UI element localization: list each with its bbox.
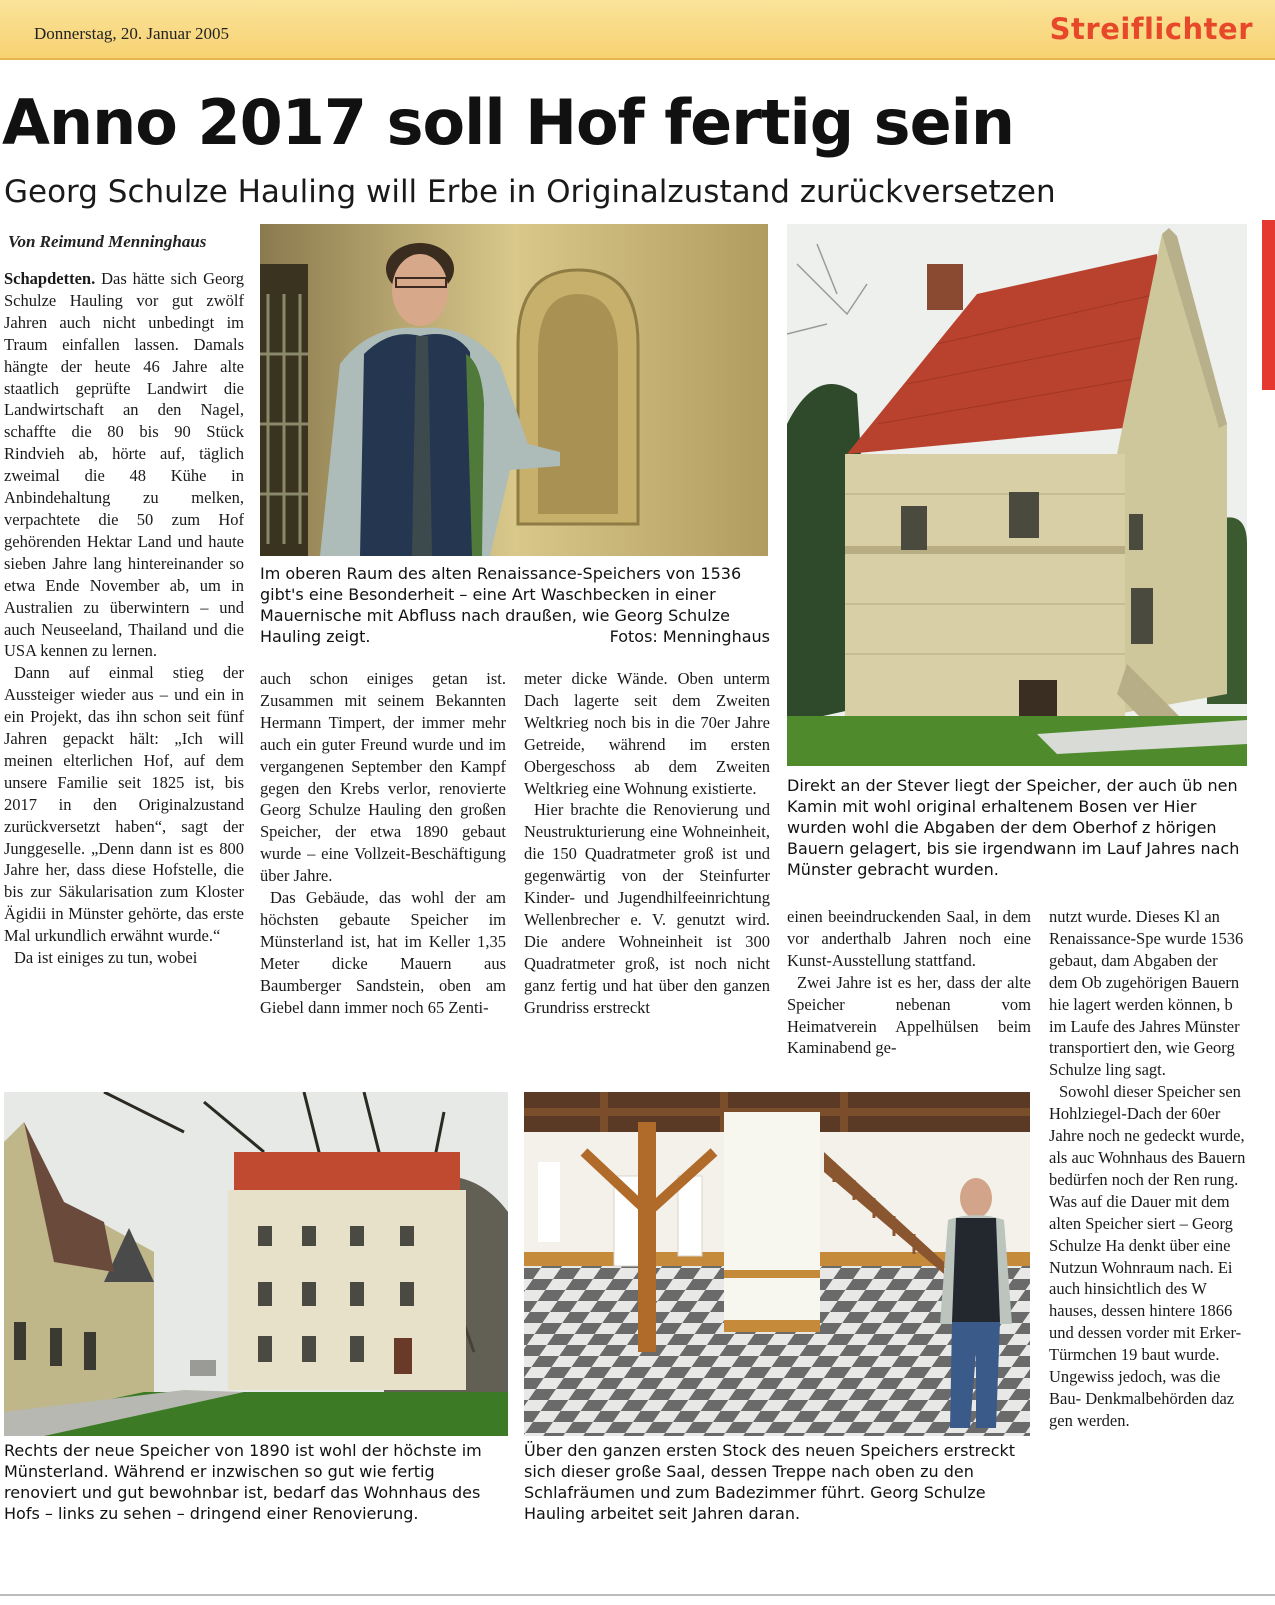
section-title: Streiflichter [1049,12,1253,46]
column-3-paragraph-2: Hier brachte die Renovierung und Neustrukturierung eine Wohneinheit, die 150 Quadratmeter groß ist und gegenwärtig von der Steinfurter Kinder- und Jugendhilfeeinrichtung Wellenbrecher e. V. genutzt wird. Die andere Wohneinheit ist 300 Quadratmeter groß, ist noch nicht ganz fertig und hat über den ganzen Grundriss erstreckt [524,800,770,1017]
article-column-5 [1049,906,1247,1536]
column-1-paragraph-3: Da ist einiges zu tun, wobei [14,948,198,968]
caption-photo-3: Rechts der neue Speicher von 1890 ist wohl der höchste im Münsterland. Während er inzwischen so gut wie fertig renoviert und gut bewohnbar ist, bedarf das Wohnhaus des Hofs – links zu sehen – dringend einer Renovierung. [4,1441,482,1523]
photo-man-niche-image [260,224,768,556]
column-5-paragraph-2: Sowohl dieser Speicher sen Hohlziegel-Dach der 60er Jahre noch ne gedeckt wurde, als auc Wohnhaus des Bauern bedürfen noch der Ren rung. Was auf die Dauer mit dem alten Speicher siert – Georg Schulze Ha denkt über eine Nutzun Wohnraum nach. Ei auch hinsichtlich des W hauses, dessen hintere 1866 und dessen vorder mit Erker-Türmchen 19 baut wurde. Ungewiss jedoch, was die Bau- Denkmalbehörden daz gen werden. [1049,1082,1246,1430]
bottom-rule [0,1594,1275,1596]
column-5-paragraph-1: nutzt wurde. Dieses Kl an Renaissance-Spe wurde 1536 gebaut, dam Abgaben der dem Ob zugehörigen Bauern hie lagert werden können, b im Laufe des Jahres Münster transportiert den, wie Georg Schulze ling sagt. [1049,907,1244,1080]
headline: Anno 2017 soll Hof fertig sein [2,86,1015,159]
article-column-1 [4,268,244,1086]
photo-saal-image [524,1092,1030,1436]
article-column-3 [524,668,770,1078]
caption-photo-4: Über den ganzen ersten Stock des neuen Speichers erstreckt sich dieser große Saal, dessen Treppe nach oben zu den Schlafräumen und zum Badezimmer führt. Georg Schulze Hauling arbeitet seit Jahren daran. [524,1441,1016,1523]
photo-renaissance-speicher [787,224,1247,766]
photo-hof-gebaeude [4,1092,508,1436]
dateline: Schapdetten. [4,269,96,288]
column-2-paragraph-2: Das Gebäude, das wohl der am höchsten gebaute Speicher im Münsterland ist, hat im Keller 1,35 Meter dicke Mauern aus Baumberger Sandstein, oben am Giebel dann immer noch 65 Zenti- [260,888,506,1017]
red-edge-marker [1262,220,1275,390]
caption-photo-1 [260,563,770,651]
column-3-paragraph-1: meter dicke Wände. Oben unterm Dach lagerte seit dem Zweiten Weltkrieg noch bis in die 70er Jahre Getreide, während im ersten Obergeschoss ab dem Zweiten Weltkrieg eine Wohnung existierte. [524,669,770,798]
photo-credit: Fotos: Menninghaus [609,627,770,646]
article-column-4 [787,906,1031,1082]
column-4-paragraph-2: Zwei Jahre ist es her, dass der alte Speicher nebenan vom Heimatverein Appelhülsen beim Kaminabend ge- [787,972,1031,1058]
column-4-paragraph-1: einen beeindruckenden Saal, in dem vor anderthalb Jahren noch eine Kunst-Ausstellung stattfand. [787,907,1031,970]
column-1-paragraph-1-text: Das hätte sich Georg Schulze Hauling vor gut zwölf Jahren auch nicht unbedingt im Traum einfallen lassen. Damals hängte der heute 46 Jahre alte staatlich geprüfte Landwirt die Landwirtschaft an den Nagel, schaffte die 80 bis 90 Stück Rindvieh ab, hörte auf, täglich zweimal die 48 Kühe in Anbindehaltung zu melken, verpachtete die 50 zum Hof gehörenden Hektar Land und haute sieben Jahre lang hintereinander so etwa Ende November ab, um in Australien zu überwintern – und auch Neuseeland, Thailand und die USA kennen zu lernen. [4,269,244,661]
caption-photo-1-text: Im oberen Raum des alten Renaissance-Speichers von 1536 gibt's eine Besonderheit – eine Art Waschbecken in einer Mauernische mit Abfluss nach draußen, wie Georg Schulze Hauling zeigt. [260,564,742,646]
photo-hof-gebaeude-image [4,1092,508,1436]
byline: Von Reimund Menninghaus [8,232,207,251]
column-2-paragraph-1: auch schon einiges getan ist. Zusammen mit seinem Bekannten Hermann Timpert, der immer mehr auch ein guter Freund wurde und im vergangenen September den Kampf gegen den Krebs verlor, renovierte Georg Schulze Hauling den großen Speicher, der etwa 1890 gebaut wurde – eine Vollzeit-Beschäftigung über Jahre. [260,669,506,886]
subheadline: Georg Schulze Hauling will Erbe in Originalzustand zurückversetzen [4,174,1056,210]
photo-renaissance-speicher-image [787,224,1247,766]
photo-man-niche [260,224,768,556]
caption-photo-2: Direkt an der Stever liegt der Speicher, der auch üb nen Kamin mit wohl original erhaltenem Bosen ver Hier wurden wohl die Abgaben der dem Oberhof z hörigen Bauern gelagert, bis sie irgendwann im Lauf Jahres nach Münster gebracht wurden. [787,776,1240,879]
column-1-paragraph-2: Dann auf einmal stieg der Aussteiger wieder aus – und ein in ein Projekt, das ihn schon seit fünf Jahren gepackt hält: „Ich will meinen elterlichen Hof, auf dem unsere Familie seit 1825 ist, bis 2017 in den Originalzustand zurückversetzt haben“, sagt der Junggeselle. „Denn dann ist es 800 Jahre her, dass diese Hofstelle, die bis zur Säkularisation zum Kloster Ägidii in Münster gehörte, das erste Mal urkundlich erwähnt wurde.“ [4,663,244,946]
column-1-paragraph-1 [4,268,244,662]
issue-date: Donnerstag, 20. Januar 2005 [34,24,229,43]
photo-saal [524,1092,1030,1436]
article-column-2 [260,668,506,1078]
